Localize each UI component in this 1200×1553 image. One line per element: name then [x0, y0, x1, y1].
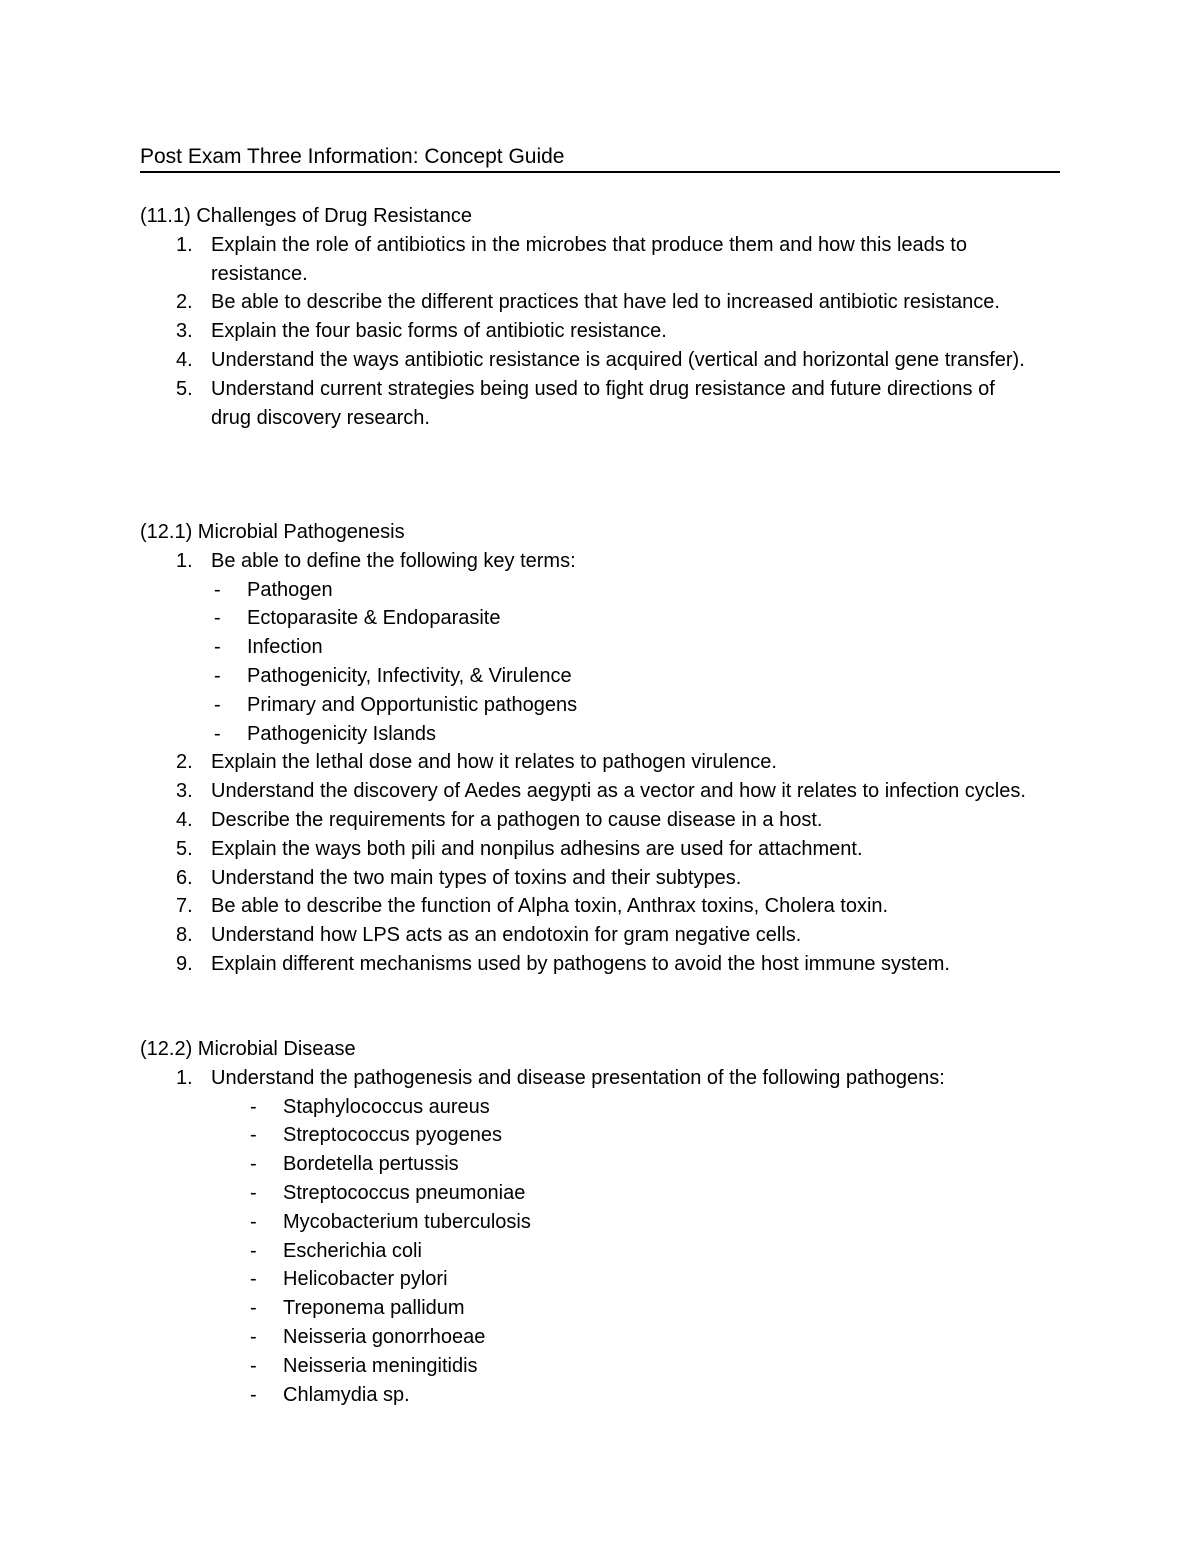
list-item — [140, 835, 1036, 864]
key-term-text: Ectoparasite & Endoparasite — [247, 607, 501, 630]
key-term-text: Pathogen — [247, 578, 333, 601]
item-text: Be able to define the following key terms: — [211, 549, 576, 572]
item-text: Explain the role of antibiotics in the microbes that produce them and how this leads to resistance. — [211, 233, 967, 285]
list-item — [140, 748, 1036, 777]
pathogen-item — [140, 1294, 1060, 1323]
dash-bullet: - — [214, 722, 221, 745]
item-text: Understand how LPS acts as an endotoxin for gram negative cells. — [211, 924, 802, 947]
list-item — [140, 231, 1036, 289]
item-number: 7. — [176, 895, 193, 918]
list-item — [140, 1064, 1036, 1093]
pathogen-item — [140, 1237, 1060, 1266]
key-term-item — [140, 576, 1060, 605]
item-number: 2. — [176, 291, 193, 314]
item-text: Describe the requirements for a pathogen to cause disease in a host. — [211, 808, 823, 831]
item-text: Be able to describe the different practices that have led to increased antibiotic resistance. — [211, 291, 1000, 314]
dash-bullet: - — [250, 1325, 257, 1348]
pathogen-item — [140, 1265, 1060, 1294]
list-item — [140, 950, 1036, 979]
list-item — [140, 317, 1036, 346]
pathogen-item — [140, 1352, 1060, 1381]
pathogen-text: Escherichia coli — [283, 1239, 422, 1262]
dash-bullet: - — [250, 1153, 257, 1176]
list-item — [140, 375, 1036, 433]
pathogen-item — [140, 1381, 1060, 1410]
dash-bullet: - — [214, 636, 221, 659]
pathogen-item — [140, 1121, 1060, 1150]
pathogen-text: Helicobacter pylori — [283, 1268, 448, 1291]
dash-bullet: - — [250, 1268, 257, 1291]
document-title: Post Exam Three Information: Concept Guide — [140, 143, 1060, 173]
section-11-1 — [140, 202, 1060, 432]
pathogen-text: Mycobacterium tuberculosis — [283, 1210, 531, 1233]
item-number: 2. — [176, 751, 193, 774]
dash-bullet: - — [214, 693, 221, 716]
pathogen-text: Neisseria gonorrhoeae — [283, 1325, 486, 1348]
section-heading: (12.2) Microbial Disease — [140, 1038, 356, 1060]
list-item — [140, 806, 1036, 835]
item-number: 1. — [176, 233, 193, 256]
item-text: Explain the four basic forms of antibiotic resistance. — [211, 320, 667, 343]
item-number: 3. — [176, 780, 193, 803]
dash-bullet: - — [250, 1354, 257, 1377]
pathogen-item — [140, 1208, 1060, 1237]
list-item — [140, 346, 1036, 375]
item-text: Understand the pathogenesis and disease presentation of the following pathogens: — [211, 1066, 945, 1089]
key-term-item — [140, 691, 1060, 720]
pathogen-text: Streptococcus pyogenes — [283, 1124, 503, 1147]
item-number: 4. — [176, 348, 193, 371]
list-item — [140, 547, 1036, 576]
section-heading: (11.1) Challenges of Drug Resistance — [140, 205, 473, 227]
dash-bullet: - — [214, 607, 221, 630]
dash-bullet: - — [250, 1124, 257, 1147]
pathogen-text: Bordetella pertussis — [283, 1153, 459, 1176]
pathogen-item — [140, 1093, 1060, 1122]
list-item — [140, 864, 1036, 893]
dash-bullet: - — [214, 578, 221, 601]
pathogen-text: Staphylococcus aureus — [283, 1095, 490, 1118]
item-text: Explain the lethal dose and how it relates to pathogen virulence. — [211, 751, 777, 774]
item-text: Understand the ways antibiotic resistance is acquired (vertical and horizontal gene transfer). — [211, 348, 1025, 371]
key-term-text: Pathogenicity, Infectivity, & Virulence — [247, 664, 572, 687]
dash-bullet: - — [214, 664, 221, 687]
item-number: 1. — [176, 549, 193, 572]
item-text: Explain different mechanisms used by pathogens to avoid the host immune system. — [211, 952, 950, 975]
pathogen-text: Streptococcus pneumoniae — [283, 1181, 526, 1204]
list-item — [140, 892, 1036, 921]
dash-bullet: - — [250, 1383, 257, 1406]
key-term-item — [140, 604, 1060, 633]
key-term-item — [140, 720, 1060, 749]
item-number: 5. — [176, 377, 193, 400]
item-number: 6. — [176, 866, 193, 889]
item-text: Understand the discovery of Aedes aegypti as a vector and how it relates to infection cycles. — [211, 780, 1026, 803]
item-number: 8. — [176, 924, 193, 947]
pathogen-text: Chlamydia sp. — [283, 1383, 410, 1406]
pathogen-text: Treponema pallidum — [283, 1297, 465, 1320]
pathogen-item — [140, 1323, 1060, 1352]
key-term-item — [140, 633, 1060, 662]
item-number: 1. — [176, 1066, 193, 1089]
item-text: Explain the ways both pili and nonpilus adhesins are used for attachment. — [211, 837, 863, 860]
dash-bullet: - — [250, 1210, 257, 1233]
list-item — [140, 288, 1036, 317]
key-term-text: Infection — [247, 636, 323, 659]
dash-bullet: - — [250, 1181, 257, 1204]
list-item — [140, 921, 1036, 950]
pathogen-item — [140, 1150, 1060, 1179]
item-text: Understand the two main types of toxins and their subtypes. — [211, 866, 742, 889]
item-text: Be able to describe the function of Alpha toxin, Anthrax toxins, Cholera toxin. — [211, 895, 889, 918]
item-number: 5. — [176, 837, 193, 860]
key-term-text: Pathogenicity Islands — [247, 722, 437, 745]
pathogen-text: Neisseria meningitidis — [283, 1354, 478, 1377]
dash-bullet: - — [250, 1297, 257, 1320]
item-number: 3. — [176, 320, 193, 343]
item-number: 9. — [176, 952, 193, 975]
item-number: 4. — [176, 808, 193, 831]
section-heading: (12.1) Microbial Pathogenesis — [140, 521, 405, 543]
pathogen-item — [140, 1179, 1060, 1208]
key-term-item — [140, 662, 1060, 691]
section-12-1 — [140, 518, 1060, 979]
item-text: Understand current strategies being used to fight drug resistance and future directions of drug discovery research. — [211, 377, 995, 429]
section-12-2 — [140, 1035, 1060, 1409]
key-term-text: Primary and Opportunistic pathogens — [247, 693, 578, 716]
dash-bullet: - — [250, 1095, 257, 1118]
list-item — [140, 777, 1036, 806]
dash-bullet: - — [250, 1239, 257, 1262]
